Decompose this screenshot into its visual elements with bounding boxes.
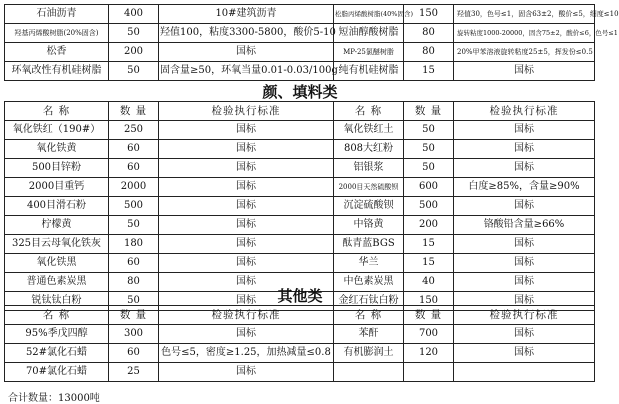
- total-quantity: 合计数量：13000吨: [8, 393, 100, 404]
- quantity: 120: [404, 344, 454, 363]
- quantity: 15: [404, 235, 454, 254]
- column-header-standard: 检验执行标准: [159, 102, 334, 121]
- standard: 白度≥85%，含量≥90%: [454, 178, 595, 197]
- material-name: 铝银浆: [334, 159, 404, 178]
- material-name: 松脂丙烯酸树脂(40%固含): [334, 5, 404, 24]
- quantity: 150: [404, 292, 454, 311]
- pigments-table: [4, 101, 595, 311]
- quantity: 600: [404, 178, 454, 197]
- material-name: 普通色素炭黑: [5, 273, 109, 292]
- material-name: 短油醇酸树脂: [334, 24, 404, 43]
- material-name: 松香: [5, 43, 109, 62]
- standard: 旋转粘度1000-20000，固含75±2，酸价≤6，色号≤1: [454, 24, 595, 43]
- quantity: 50: [109, 62, 159, 81]
- standard: 铬酸铅含量≥66%: [454, 216, 595, 235]
- quantity: 60: [109, 344, 159, 363]
- column-header-standard: 检验执行标准: [159, 306, 334, 325]
- quantity: 180: [109, 235, 159, 254]
- material-name: 沉淀硫酸钡: [334, 197, 404, 216]
- material-name: 808大红粉: [334, 140, 404, 159]
- table-row: [5, 5, 595, 24]
- column-header-name: 名 称: [334, 102, 404, 121]
- header-row: [5, 306, 595, 325]
- standard: 国标: [454, 197, 595, 216]
- material-name: 氧化铁黑: [5, 254, 109, 273]
- quantity: 50: [109, 24, 159, 43]
- standard: 国标: [159, 159, 334, 178]
- material-name: [334, 363, 404, 382]
- column-header-qty: 数 量: [109, 306, 159, 325]
- column-header-standard: 检验执行标准: [454, 306, 595, 325]
- material-name: 苯酐: [334, 325, 404, 344]
- standard: 国标: [454, 121, 595, 140]
- standard: 国标: [454, 273, 595, 292]
- standard: [454, 363, 595, 382]
- quantity: 15: [404, 62, 454, 81]
- others-table: [4, 305, 595, 382]
- material-name: 325目云母氧化铁灰: [5, 235, 109, 254]
- standard: 国标: [454, 325, 595, 344]
- standard: 国标: [454, 235, 595, 254]
- standard: 羟值30，色号≤1，固含63±2，酸价≤5，细度≤10: [454, 5, 595, 24]
- material-name: 锐钛钛白粉: [5, 292, 109, 311]
- material-name: 酞青蓝BGS: [334, 235, 404, 254]
- table-row: [5, 178, 595, 197]
- quantity: 2000: [109, 178, 159, 197]
- material-name: 柠檬黄: [5, 216, 109, 235]
- standard: 国标: [454, 292, 595, 311]
- quantity: 50: [109, 292, 159, 311]
- material-name: 有机膨润土: [334, 344, 404, 363]
- quantity: 40: [404, 273, 454, 292]
- header-row: [5, 102, 595, 121]
- column-header-standard: 检验执行标准: [454, 102, 595, 121]
- material-name: 金红石钛白粉: [334, 292, 404, 311]
- standard: 羟值100，粘度3300-5800，酸价5-10: [159, 24, 334, 43]
- material-name: 52#氯化石蜡: [5, 344, 109, 363]
- standard: 国标: [159, 121, 334, 140]
- table-row: [5, 62, 595, 81]
- standard: 20%甲苯溶液旋转粘度25±5，挥发份≤0.5: [454, 43, 595, 62]
- material-name: 羟基丙烯酸树脂(20%固含): [5, 24, 109, 43]
- table-row: [5, 235, 595, 254]
- material-name: MP-25氯醚树脂: [334, 43, 404, 62]
- table-row: [5, 197, 595, 216]
- column-header-qty: 数 量: [109, 102, 159, 121]
- quantity: 50: [404, 159, 454, 178]
- quantity: 400: [109, 5, 159, 24]
- table-row: [5, 140, 595, 159]
- table-row: [5, 254, 595, 273]
- standard: 国标: [454, 254, 595, 273]
- quantity: 60: [109, 159, 159, 178]
- standard: 国标: [159, 254, 334, 273]
- material-name: 2000目重钙: [5, 178, 109, 197]
- table-row: [5, 159, 595, 178]
- standard: 国标: [454, 344, 595, 363]
- standard: 国标: [159, 197, 334, 216]
- standard: 国标: [159, 363, 334, 382]
- table-row: [5, 363, 595, 382]
- standard: 国标: [159, 178, 334, 197]
- table-row: [5, 344, 595, 363]
- material-name: 95%季戊四醇: [5, 325, 109, 344]
- material-name: 400目滑石粉: [5, 197, 109, 216]
- standard: 色号≤5，密度≥1.25，加热减量≤0.8: [159, 344, 334, 363]
- material-name: 中色素炭黑: [334, 273, 404, 292]
- material-name: 华兰: [334, 254, 404, 273]
- table-row: [5, 43, 595, 62]
- material-name: 石油沥青: [5, 5, 109, 24]
- material-name: 氧化铁红（190#）: [5, 121, 109, 140]
- section-title-others: 其他类: [277, 287, 323, 305]
- material-name: 纯有机硅树脂: [334, 62, 404, 81]
- material-name: 环氧改性有机硅树脂: [5, 62, 109, 81]
- raw-materials-table: [4, 4, 619, 81]
- column-header-name: 名 称: [5, 102, 109, 121]
- quantity: 700: [404, 325, 454, 344]
- material-name: 500目锌粉: [5, 159, 109, 178]
- quantity: 80: [404, 43, 454, 62]
- column-header-qty: 数 量: [404, 306, 454, 325]
- standard: 国标: [159, 292, 334, 311]
- material-name: 氧化铁红土: [334, 121, 404, 140]
- material-name: 氧化铁黄: [5, 140, 109, 159]
- standard: 国标: [159, 273, 334, 292]
- column-header-name: 名 称: [5, 306, 109, 325]
- standard: 固含量≥50，环氧当量0.01-0.03/100g: [159, 62, 334, 81]
- quantity: 500: [404, 197, 454, 216]
- standard: 国标: [454, 62, 595, 81]
- material-name: 70#氯化石蜡: [5, 363, 109, 382]
- standard: 国标: [159, 140, 334, 159]
- quantity: 500: [109, 197, 159, 216]
- section-title-pigments: 颜、填料类: [262, 83, 338, 101]
- quantity: 50: [404, 121, 454, 140]
- standard: 国标: [454, 159, 595, 178]
- standard: 国标: [159, 325, 334, 344]
- quantity: 80: [109, 273, 159, 292]
- quantity: [404, 363, 454, 382]
- standard: 国标: [159, 216, 334, 235]
- quantity: 200: [109, 43, 159, 62]
- column-header-name: 名 称: [334, 306, 404, 325]
- quantity: 50: [109, 216, 159, 235]
- quantity: 60: [109, 254, 159, 273]
- table-row: [5, 121, 595, 140]
- standard: 10#建筑沥青: [159, 5, 334, 24]
- quantity: 15: [404, 254, 454, 273]
- column-header-qty: 数 量: [404, 102, 454, 121]
- material-name: 2000目天然硫酸钡: [334, 178, 404, 197]
- standard: 国标: [159, 43, 334, 62]
- material-name: 中铬黄: [334, 216, 404, 235]
- quantity: 80: [404, 24, 454, 43]
- standard: 国标: [159, 235, 334, 254]
- quantity: 150: [404, 5, 454, 24]
- quantity: 50: [404, 140, 454, 159]
- quantity: 60: [109, 140, 159, 159]
- quantity: 200: [404, 216, 454, 235]
- standard: 国标: [454, 140, 595, 159]
- quantity: 300: [109, 325, 159, 344]
- table-row: [5, 216, 595, 235]
- table-row: [5, 325, 595, 344]
- quantity: 250: [109, 121, 159, 140]
- table-row: [5, 24, 595, 43]
- quantity: 25: [109, 363, 159, 382]
